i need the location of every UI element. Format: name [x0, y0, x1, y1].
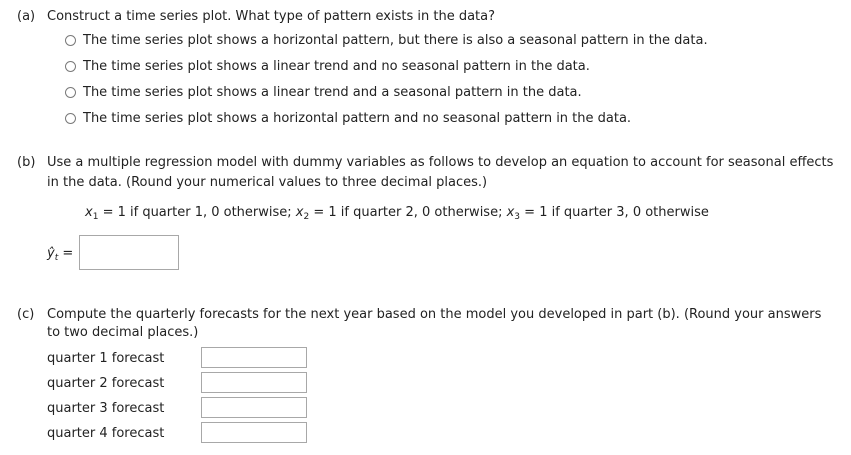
yhat-symbol: ŷ — [47, 246, 55, 261]
yhat-subscript: t — [54, 253, 59, 263]
part-a-question: Construct a time series plot. What type of pattern exists in the data? — [47, 9, 496, 24]
option-2-radio[interactable] — [65, 61, 76, 72]
option-4-radio[interactable] — [65, 113, 76, 124]
quarter-1-forecast-input[interactable] — [201, 347, 307, 368]
option-3-label[interactable]: The time series plot shows a linear trend and a seasonal pattern in the data. — [83, 85, 582, 100]
part-c-label: (c) — [17, 307, 35, 322]
x1-var: x — [85, 205, 93, 220]
x1-definition: = 1 if quarter 1, 0 otherwise; — [98, 205, 296, 220]
part-c-question-line2: to two decimal places.) — [47, 325, 199, 340]
part-b-question-line1: Use a multiple regression model with dummy variables as follows to develop an equation to account for seasonal effects — [47, 155, 834, 170]
x2-subscript: 2 — [303, 212, 310, 222]
part-c-question-line1: Compute the quarterly forecasts for the next year based on the model you developed in part (b). (Round your answers — [47, 307, 822, 322]
part-b-label: (b) — [17, 155, 36, 170]
regression-equation-input[interactable] — [79, 235, 179, 270]
quarter-3-forecast-label: quarter 3 forecast — [47, 401, 165, 416]
yhat-label — [47, 246, 73, 263]
option-1-label[interactable]: The time series plot shows a horizontal pattern, but there is also a seasonal pattern in the data. — [83, 33, 708, 48]
x3-subscript: 3 — [514, 212, 521, 222]
part-b-question-line2: in the data. (Round your numerical values to three decimal places.) — [47, 175, 488, 190]
quarter-1-forecast-label: quarter 1 forecast — [47, 351, 165, 366]
x3-definition: = 1 if quarter 3, 0 otherwise — [520, 205, 709, 220]
part-a-label: (a) — [17, 9, 36, 24]
x1-subscript: 1 — [92, 212, 99, 222]
option-4-label[interactable]: The time series plot shows a horizontal pattern and no seasonal pattern in the data. — [83, 111, 632, 126]
quarter-2-forecast-label: quarter 2 forecast — [47, 376, 165, 391]
x2-definition: = 1 if quarter 2, 0 otherwise; — [309, 205, 507, 220]
option-2-label[interactable]: The time series plot shows a linear trend and no seasonal pattern in the data. — [83, 59, 590, 74]
quarter-4-forecast-input[interactable] — [201, 422, 307, 443]
quarter-3-forecast-input[interactable] — [201, 397, 307, 418]
x2-var: x — [295, 205, 304, 220]
yhat-equals: = — [62, 246, 74, 261]
option-1-radio[interactable] — [65, 35, 76, 46]
x3-var: x — [506, 205, 515, 220]
dummy-variable-definition — [85, 205, 709, 222]
quarter-4-forecast-label: quarter 4 forecast — [47, 426, 165, 441]
option-3-radio[interactable] — [65, 87, 76, 98]
quarter-2-forecast-input[interactable] — [201, 372, 307, 393]
